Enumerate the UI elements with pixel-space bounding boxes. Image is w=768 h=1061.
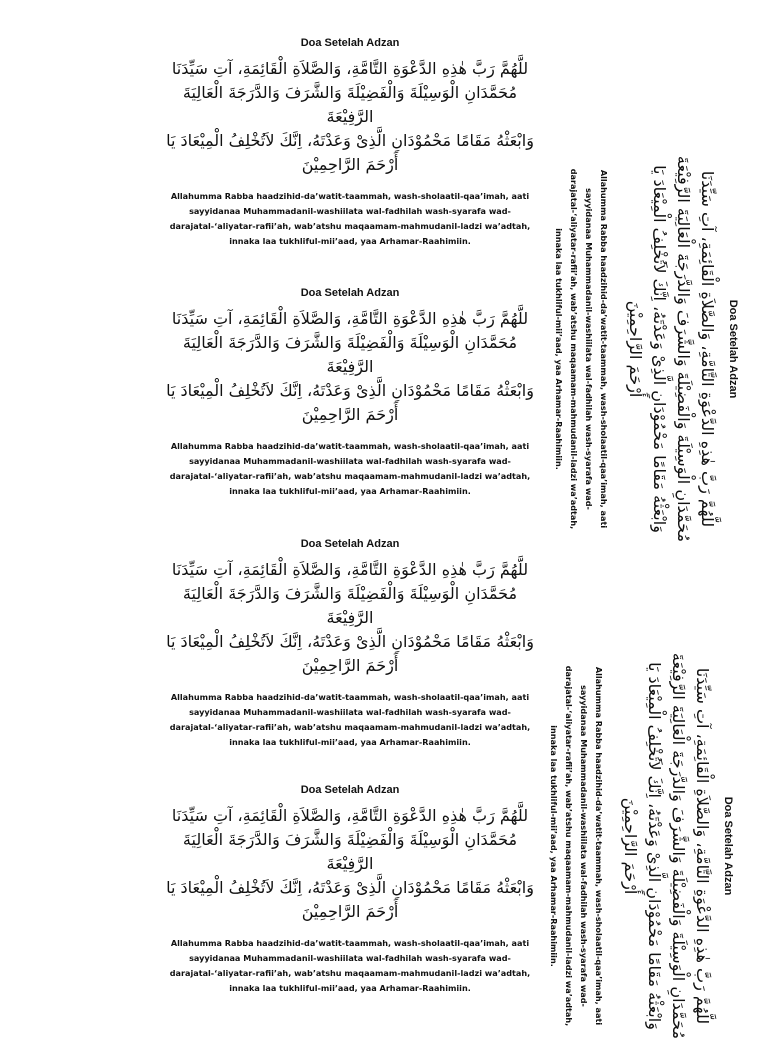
arabic-line: مُحَمَّدَانِ الْوَسِيْلَةَ وَالْفَضِيْلَةَ وَالشَّرَفَ وَالدَّرَجَةَ الْعَالِيَةَ الرَّفِيْعَةَ: [182, 830, 518, 873]
latin-line: sayyidanaa Muhammadanil-washiilata wal-fadhilah wash-syarafa wad-: [189, 707, 511, 717]
card-title: Doa Setelah Adzan: [300, 287, 400, 299]
card-title: Doa Setelah Adzan: [727, 299, 739, 399]
latin-line: Allahumma Rabba haadzihid-da’watit-taammah, wash-sholaatil-qaa’imah, aati: [170, 692, 530, 702]
arabic-line: وَابْعَثْهُ مَقَامًا مَحْمُوْدَانِ الَّذِىْ وَعَدْتَهُ، اِنَّكَ لاَتُخْلِفُ الْمِيْعَادَ يَا: [166, 131, 534, 150]
prayer-card-rotated-2: [546, 631, 734, 1061]
prayer-card-3: [160, 538, 540, 750]
arabic-line: أَرْحَمَ الرَّاحِمِيْنَ: [301, 155, 399, 174]
arabic-line: أَرْحَمَ الرَّاحِمِيْنَ: [301, 656, 399, 675]
card-title: Doa Setelah Adzan: [300, 538, 400, 550]
latin-line: sayyidanaa Muhammadanil-washiilata wal-fadhilah wash-syarafa wad-: [579, 685, 589, 1007]
prayer-card-4: [160, 784, 540, 996]
latin-line: darajatal-‘aliyatar-rafii’ah, wab’atshu maqaamam-mahmudanil-ladzi wa’adtah,: [169, 471, 531, 481]
latin-line: Allahumma Rabba haadzihid-da’watit-taammah, wash-sholaatil-qaa’imah, aati: [599, 169, 609, 529]
latin-line: darajatal-‘aliyatar-rafii’ah, wab’atshu maqaamam-mahmudanil-ladzi wa’adtah,: [169, 722, 531, 732]
latin-line: darajatal-‘aliyatar-rafii’ah, wab’atshu maqaamam-mahmudanil-ladzi wa’adtah,: [169, 968, 531, 978]
latin-transliteration: [160, 936, 540, 996]
latin-line: Allahumma Rabba haadzihid-da’watit-taammah, wash-sholaatil-qaa’imah, aati: [170, 191, 530, 201]
arabic-line: وَابْعَثْهُ مَقَامًا مَحْمُوْدَانِ الَّذِىْ وَعَدْتَهُ، اِنَّكَ لاَتُخْلِفُ الْمِيْعَادَ يَا: [166, 632, 534, 651]
card-title: Doa Setelah Adzan: [300, 784, 400, 796]
latin-line: innaka laa tukhliful-mii’aad, yaa Arhamar-Raahimiin.: [229, 983, 471, 993]
latin-line: sayyidanaa Muhammadanil-washiilata wal-fadhilah wash-syarafa wad-: [189, 206, 511, 216]
latin-line: darajatal-‘aliyatar-rafii’ah, wab’atshu maqaamam-mahmudanil-ladzi wa’adtah,: [169, 221, 531, 231]
arabic-line: مُحَمَّدَانِ الْوَسِيْلَةَ وَالْفَضِيْلَةَ وَالشَّرَفَ وَالدَّرَجَةَ الْعَالِيَةَ الرَّفِيْعَةَ: [674, 155, 693, 543]
arabic-text: [618, 631, 714, 1061]
arabic-line: للَّهُمَّ رَبَّ هٰذِهِ الدَّعْوَةِ التَّامَّةِ، وَالصَّلاَةِ الْقَائِمَةِ، آتِ سَيِّدَنَا: [171, 59, 529, 78]
arabic-line: للَّهُمَّ رَبَّ هٰذِهِ الدَّعْوَةِ التَّامَّةِ، وَالصَّلاَةِ الْقَائِمَةِ، آتِ سَيِّدَنَا: [171, 309, 529, 328]
arabic-line: أَرْحَمَ الرَّاحِمِيْنَ: [301, 902, 399, 921]
arabic-text: [160, 804, 540, 924]
latin-line: Allahumma Rabba haadzihid-da’watit-taammah, wash-sholaatil-qaa’imah, aati: [170, 938, 530, 948]
arabic-line: وَابْعَثْهُ مَقَامًا مَحْمُوْدَانِ الَّذِىْ وَعَدْتَهُ، اِنَّكَ لاَتُخْلِفُ الْمِيْعَادَ يَا: [650, 165, 669, 533]
card-title: Doa Setelah Adzan: [722, 796, 734, 896]
latin-line: sayyidanaa Muhammadanil-washiilata wal-fadhilah wash-syarafa wad-: [189, 456, 511, 466]
latin-line: Allahumma Rabba haadzihid-da’watit-taammah, wash-sholaatil-qaa’imah, aati: [594, 666, 604, 1026]
arabic-line: وَابْعَثْهُ مَقَامًا مَحْمُوْدَانِ الَّذِىْ وَعَدْتَهُ، اِنَّكَ لاَتُخْلِفُ الْمِيْعَادَ يَا: [166, 381, 534, 400]
latin-transliteration: [160, 189, 540, 249]
arabic-line: مُحَمَّدَانِ الْوَسِيْلَةَ وَالْفَضِيْلَةَ وَالشَّرَفَ وَالدَّرَجَةَ الْعَالِيَةَ الرَّفِيْعَةَ: [669, 652, 688, 1040]
arabic-line: للَّهُمَّ رَبَّ هٰذِهِ الدَّعْوَةِ التَّامَّةِ، وَالصَّلاَةِ الْقَائِمَةِ، آتِ سَيِّدَنَا: [698, 170, 717, 528]
latin-line: darajatal-‘aliyatar-rafii’ah, wab’atshu maqaamam-mahmudanil-ladzi wa’adtah,: [569, 168, 579, 530]
latin-line: innaka laa tukhliful-mii’aad, yaa Arhamar-Raahimiin.: [229, 737, 471, 747]
arabic-line: مُحَمَّدَانِ الْوَسِيْلَةَ وَالْفَضِيْلَةَ وَالشَّرَفَ وَالدَّرَجَةَ الْعَالِيَةَ الرَّفِيْعَةَ: [182, 83, 518, 126]
arabic-line: أَرْحَمَ الرَّاحِمِيْنَ: [626, 300, 645, 398]
arabic-line: للَّهُمَّ رَبَّ هٰذِهِ الدَّعْوَةِ التَّامَّةِ، وَالصَّلاَةِ الْقَائِمَةِ، آتِ سَيِّدَنَا: [171, 560, 529, 579]
arabic-line: وَابْعَثْهُ مَقَامًا مَحْمُوْدَانِ الَّذِىْ وَعَدْتَهُ، اِنَّكَ لاَتُخْلِفُ الْمِيْعَادَ يَا: [166, 878, 534, 897]
latin-line: innaka laa tukhliful-mii’aad, yaa Arhamar-Raahimiin.: [554, 228, 564, 470]
arabic-text: [623, 134, 719, 564]
prayer-card-2: [160, 287, 540, 499]
arabic-text: [160, 558, 540, 678]
arabic-text: [160, 307, 540, 427]
arabic-line: مُحَمَّدَانِ الْوَسِيْلَةَ وَالْفَضِيْلَةَ وَالشَّرَفَ وَالدَّرَجَةَ الْعَالِيَةَ الرَّفِيْعَةَ: [182, 584, 518, 627]
arabic-line: وَابْعَثْهُ مَقَامًا مَحْمُوْدَانِ الَّذِىْ وَعَدْتَهُ، اِنَّكَ لاَتُخْلِفُ الْمِيْعَادَ يَا: [645, 662, 664, 1030]
arabic-line: أَرْحَمَ الرَّاحِمِيْنَ: [301, 405, 399, 424]
latin-line: innaka laa tukhliful-mii’aad, yaa Arhamar-Raahimiin.: [549, 725, 559, 967]
arabic-line: أَرْحَمَ الرَّاحِمِيْنَ: [621, 797, 640, 895]
latin-line: innaka laa tukhliful-mii’aad, yaa Arhamar-Raahimiin.: [229, 236, 471, 246]
prayer-card-rotated-1: [551, 134, 739, 564]
latin-transliteration: [546, 631, 606, 1061]
arabic-line: مُحَمَّدَانِ الْوَسِيْلَةَ وَالْفَضِيْلَةَ وَالشَّرَفَ وَالدَّرَجَةَ الْعَالِيَةَ الرَّفِيْعَةَ: [182, 333, 518, 376]
prayer-card-1: [160, 37, 540, 249]
arabic-line: للَّهُمَّ رَبَّ هٰذِهِ الدَّعْوَةِ التَّامَّةِ، وَالصَّلاَةِ الْقَائِمَةِ، آتِ سَيِّدَنَا: [171, 806, 529, 825]
latin-transliteration: [160, 439, 540, 499]
latin-line: sayyidanaa Muhammadanil-washiilata wal-fadhilah wash-syarafa wad-: [584, 188, 594, 510]
latin-line: Allahumma Rabba haadzihid-da’watit-taammah, wash-sholaatil-qaa’imah, aati: [170, 441, 530, 451]
card-title: Doa Setelah Adzan: [300, 37, 400, 49]
latin-transliteration: [551, 134, 611, 564]
latin-transliteration: [160, 690, 540, 750]
latin-line: darajatal-‘aliyatar-rafii’ah, wab’atshu maqaamam-mahmudanil-ladzi wa’adtah,: [564, 665, 574, 1027]
arabic-line: للَّهُمَّ رَبَّ هٰذِهِ الدَّعْوَةِ التَّامَّةِ، وَالصَّلاَةِ الْقَائِمَةِ، آتِ سَيِّدَنَا: [693, 667, 712, 1025]
latin-line: sayyidanaa Muhammadanil-washiilata wal-fadhilah wash-syarafa wad-: [189, 953, 511, 963]
arabic-text: [160, 57, 540, 177]
latin-line: innaka laa tukhliful-mii’aad, yaa Arhamar-Raahimiin.: [229, 486, 471, 496]
